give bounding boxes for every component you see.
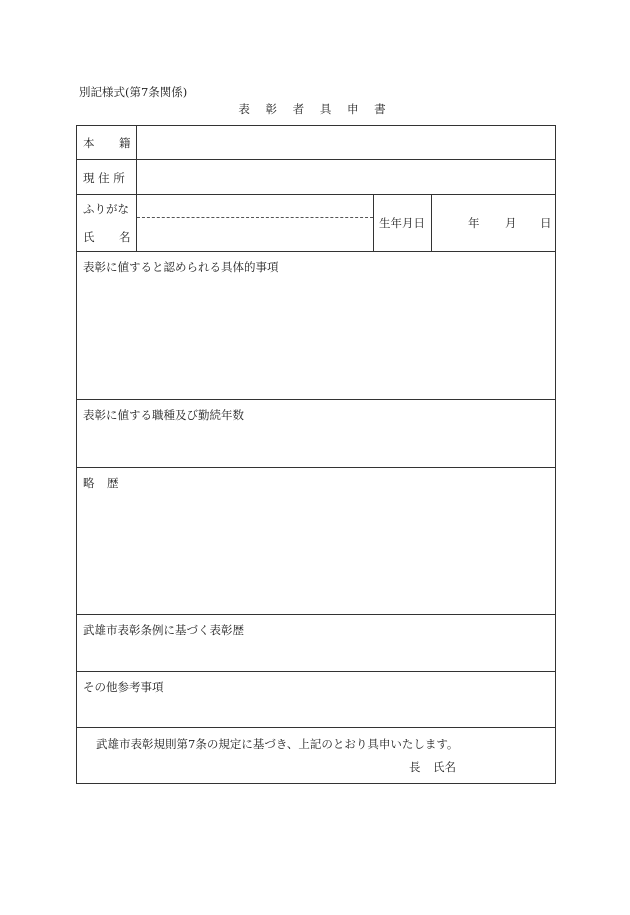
row-divider xyxy=(77,467,555,468)
row-divider xyxy=(77,727,555,728)
merits-field[interactable] xyxy=(77,276,555,399)
occupation-label: 表彰に値する職種及び勤続年数 xyxy=(83,408,244,422)
other-notes-field[interactable] xyxy=(77,696,555,727)
other-notes-label: その他参考事項 xyxy=(83,680,164,694)
address-label: 現 住 所 xyxy=(83,171,125,185)
birthdate-day-label: 日 xyxy=(540,216,552,230)
furigana-field[interactable] xyxy=(137,195,373,217)
past-awards-label: 武雄市表彰条例に基づく表彰歴 xyxy=(83,623,244,637)
birthdate-year-label: 年 xyxy=(468,216,480,230)
row-divider xyxy=(77,671,555,672)
domicile-label-first: 本 xyxy=(83,136,95,150)
occupation-field[interactable] xyxy=(77,424,555,467)
merits-label: 表彰に値すると認められる具体的事項 xyxy=(83,260,279,274)
row-divider xyxy=(77,399,555,400)
declaration-text: 武雄市表彰規則第7条の規定に基づき、上記のとおり具申いたします。 xyxy=(96,737,459,751)
row-divider xyxy=(77,614,555,615)
name-field[interactable] xyxy=(137,218,373,251)
signer-title: 長 xyxy=(409,760,421,774)
domicile-field[interactable] xyxy=(137,126,555,159)
row-divider xyxy=(77,251,555,252)
name-label-second: 名 xyxy=(119,230,131,244)
history-label-first: 略 xyxy=(83,476,95,490)
birthdate-label: 生年月日 xyxy=(379,216,425,230)
signer-name-label: 氏名 xyxy=(433,760,456,774)
birthdate-label-left-divider xyxy=(373,194,374,251)
history-label-second: 歴 xyxy=(107,476,119,490)
address-field[interactable] xyxy=(137,160,555,194)
domicile-label-second: 籍 xyxy=(119,136,131,150)
history-field[interactable] xyxy=(77,492,555,614)
form-title: 表 彰 者 具 申 書 xyxy=(238,102,392,116)
application-form-table xyxy=(76,125,556,784)
birthdate-label-right-divider xyxy=(431,194,432,251)
form-reference: 別記様式(第7条関係) xyxy=(79,85,188,99)
past-awards-field[interactable] xyxy=(77,639,555,671)
name-label-first: 氏 xyxy=(83,230,95,244)
furigana-label: ふりがな xyxy=(83,202,129,216)
birthdate-month-label: 月 xyxy=(505,216,517,230)
